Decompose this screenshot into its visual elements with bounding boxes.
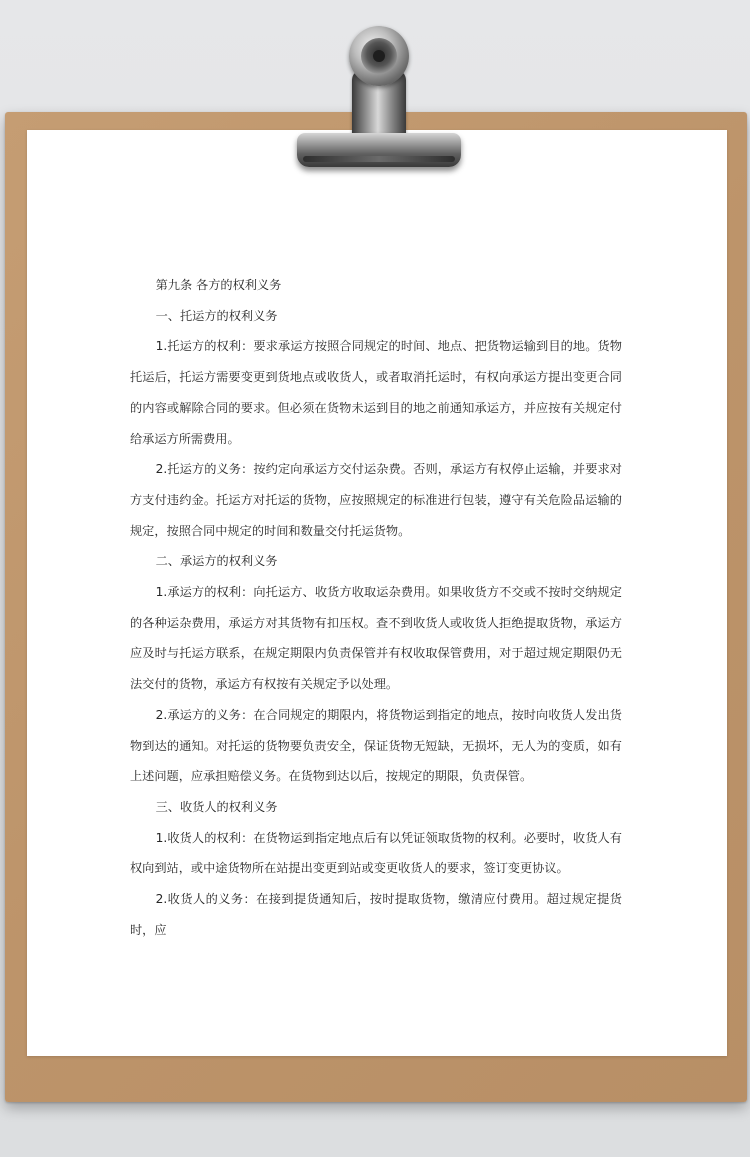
section-heading: 第九条 各方的权利义务: [155, 278, 282, 292]
paragraph: 1.托运方的权利：要求承运方按照合同规定的时间、地点、把货物运输到目的地。货物托运后，托运方需要变更到货地点或收货人，或者取消托运时，有权向承运方提出变更合同的内容或解除合同的要求。但必须在货物未运到目的地之前通知承运方，并应按有关规定付给承运方所需费用。: [130, 339, 622, 446]
binder-clip-edge: [303, 156, 455, 162]
paragraph: 2.承运方的义务：在合同规定的期限内，将货物运到指定的地点，按时向收货人发出货物到达的通知。对托运的货物要负责安全，保证货物无短缺，无损坏，无人为的变质，如有上述问题，应承担赔偿义务。在货物到达以后，按规定的期限，负责保管。: [130, 707, 622, 784]
paragraph: 1.承运方的权利：向托运方、收货方收取运杂费用。如果收货方不交或不按时交纳规定的各种运杂费用，承运方对其货物有扣压权。查不到收货人或收货人拒绝提取货物，承运方应及时与托运方联系，在规定期限内负责保管并有权收取保管费用，对于超过规定期限仍无法交付的货物，承运方有权按有关规定予以处理。: [130, 585, 622, 692]
paper-sheet: [27, 130, 727, 1056]
binder-clip-hole: [373, 50, 385, 62]
paragraph: 二、承运方的权利义务: [155, 554, 278, 569]
paragraph: 2.收货人的义务：在接到提货通知后，按时提取货物，缴清应付费用。超过规定提货时，应: [130, 892, 622, 937]
paragraph: 1.收货人的权利：在货物运到指定地点后有以凭证领取货物的权利。必要时，收货人有权向到站，或中途货物所在站提出变更到站或变更收货人的要求，签订变更协议。: [130, 830, 622, 876]
document-body: [130, 270, 622, 945]
paragraph: 一、托运方的权利义务: [155, 308, 278, 323]
paragraph: 2.托运方的义务：按约定向承运方交付运杂费。否则，承运方有权停止运输，并要求对方支付违约金。托运方对托运的货物，应按照规定的标准进行包装，遵守有关危险品运输的规定，按照合同中规定的时间和数量交付托运货物。: [130, 462, 622, 538]
binder-clip-ring-inner: [361, 38, 397, 74]
binder-clip-ring: [349, 26, 409, 86]
paragraph: 三、收货人的权利义务: [155, 799, 278, 814]
